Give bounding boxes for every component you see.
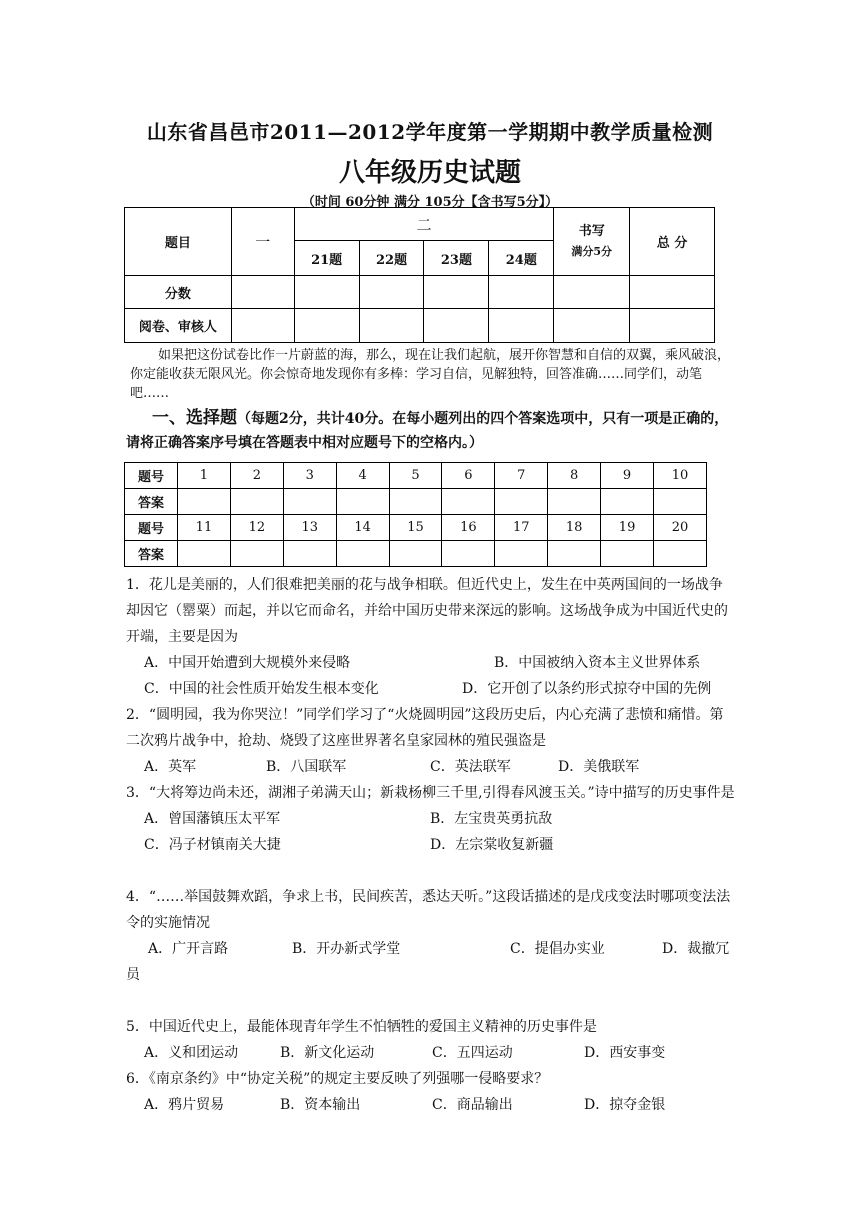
option-d: D．它开创了以条约形式掠夺中国的先例 [462, 681, 712, 697]
question-no: 15 [389, 515, 442, 541]
option-a: A．曾国藩镇压太平军 [144, 811, 281, 827]
score-table [124, 207, 715, 343]
option-d: D．美俄联军 [558, 759, 640, 775]
question-no: 8 [548, 463, 601, 489]
answer-table-no-label: 题号 [125, 515, 178, 541]
score-header-q24: 24题 [489, 241, 554, 276]
question-stem: 1．花儿是美丽的，人们很难把美丽的花与战争相联。但近代史上，发生在中英两国间的一场战争却因它（罂粟）而起，并以它而命名，并给中国历史带来深远的影响。这场战争成为中国近代史的开端，主要是因为 [126, 577, 728, 645]
score-header-q22: 22题 [359, 241, 424, 276]
option-b: B．新文化运动 [280, 1045, 375, 1061]
score-header-topic: 题目 [125, 208, 232, 276]
reviewer-cell[interactable] [630, 309, 715, 343]
answer-table-no-label: 题号 [125, 463, 178, 489]
option-d: D．左宗棠收复新疆 [430, 837, 554, 853]
option-b: B．左宝贵英勇抗敌 [430, 811, 553, 827]
question-no: 2 [230, 463, 283, 489]
option-c: C．中国的社会性质开始发生根本变化 [144, 681, 379, 697]
option-row [126, 1040, 736, 1066]
option-a: A．鸦片贸易 [144, 1097, 225, 1113]
answer-table-ans-label: 答案 [125, 489, 178, 515]
section1-heading [126, 406, 736, 455]
intro-paragraph: 如果把这份试卷比作一片蔚蓝的海，那么，现在让我们起航，展开你智慧和自信的双翼，乘风破浪，你定能收获无限风光。你会惊奇地发现你有多棒：学习自信，见解独特，回答准确……同学们，动笔吧…… [130, 348, 731, 401]
reviewer-cell[interactable] [424, 309, 489, 343]
answer-cell[interactable] [389, 541, 442, 567]
score-header-part1: 一 [231, 208, 294, 276]
option-a: A．英军 [144, 759, 197, 775]
answer-table-ans-label: 答案 [125, 541, 178, 567]
question-stem: 4．“……举国鼓舞欢蹈，争求上书，民间疾苦，悉达天听。”这段话描述的是戊戌变法时哪项变法法令的实施情况 [126, 889, 731, 931]
option-d: D．西安事变 [584, 1045, 666, 1061]
question-no: 7 [495, 463, 548, 489]
question-no: 18 [548, 515, 601, 541]
question-no: 20 [654, 515, 707, 541]
option-c: C．英法联军 [430, 759, 511, 775]
question-6 [126, 1066, 736, 1118]
question-3 [126, 780, 736, 858]
writing-label: 书写 [578, 223, 605, 239]
score-cell[interactable] [294, 276, 359, 309]
option-row [126, 1092, 736, 1118]
answer-cell[interactable] [283, 541, 336, 567]
question-no: 10 [654, 463, 707, 489]
question-no: 5 [389, 463, 442, 489]
option-a: A．义和团运动 [144, 1045, 239, 1061]
question-no: 11 [178, 515, 231, 541]
question-5 [126, 1014, 736, 1066]
question-stem: 2．“圆明园，我为你哭泣！”同学们学习了“火烧圆明园”这段历史后，内心充满了悲愤和痛惜。第二次鸦片战争中，抢劫、烧毁了这座世界著名皇家园林的殖民强盗是 [126, 707, 724, 749]
option-d: D．掠夺金银 [584, 1097, 666, 1113]
answer-cell[interactable] [548, 541, 601, 567]
answer-cell[interactable] [336, 489, 389, 515]
question-no: 12 [230, 515, 283, 541]
score-header-total: 总 分 [630, 208, 715, 276]
score-cell[interactable] [630, 276, 715, 309]
answer-cell[interactable] [178, 541, 231, 567]
reviewer-cell[interactable] [359, 309, 424, 343]
question-2 [126, 702, 736, 780]
answer-table [124, 462, 707, 567]
option-c: C．冯子材镇南关大捷 [144, 837, 281, 853]
option-row [126, 832, 736, 858]
question-no: 17 [495, 515, 548, 541]
option-a: A．广开言路 [148, 941, 229, 957]
question-stem: 6．《南京条约》中“协定关税”的规定主要反映了列强哪一侵略要求？ [126, 1071, 549, 1087]
exam-title-line1: 山东省昌邑市2011—2012学年度第一学期期中教学质量检测 [146, 120, 714, 144]
answer-cell[interactable] [389, 489, 442, 515]
answer-cell[interactable] [178, 489, 231, 515]
reviewer-cell[interactable] [231, 309, 294, 343]
section1-title: 一、选择题 [152, 408, 237, 428]
question-no: 14 [336, 515, 389, 541]
option-row [126, 676, 736, 702]
answer-cell[interactable] [495, 489, 548, 515]
option-d-continued: 员 [126, 967, 140, 983]
question-no: 13 [283, 515, 336, 541]
question-4 [126, 884, 736, 988]
option-d: D．裁撤冗 [662, 941, 730, 957]
answer-cell[interactable] [654, 489, 707, 515]
question-stem: 5．中国近代史上，最能体现青年学生不怕牺牲的爱国主义精神的历史事件是 [126, 1019, 597, 1035]
answer-cell[interactable] [442, 541, 495, 567]
question-no: 19 [601, 515, 654, 541]
reviewer-cell[interactable] [294, 309, 359, 343]
option-a: A．中国开始遭到大规模外来侵略 [144, 655, 351, 671]
option-b: B．八国联军 [266, 759, 347, 775]
answer-cell[interactable] [442, 489, 495, 515]
score-header-part2: 二 [294, 208, 554, 241]
score-cell[interactable] [231, 276, 294, 309]
option-c: C．提倡办实业 [510, 941, 605, 957]
answer-cell[interactable] [230, 541, 283, 567]
answer-cell[interactable] [548, 489, 601, 515]
score-header-q23: 23题 [424, 241, 489, 276]
question-no: 3 [283, 463, 336, 489]
reviewer-cell[interactable] [554, 309, 630, 343]
option-b: B．中国被纳入资本主义世界体系 [494, 655, 701, 671]
reviewer-cell[interactable] [489, 309, 554, 343]
writing-max-label: 满分5分 [571, 244, 613, 258]
question-1 [126, 572, 736, 702]
answer-cell[interactable] [601, 541, 654, 567]
question-no: 9 [601, 463, 654, 489]
score-cell[interactable] [489, 276, 554, 309]
section1-instructions: （每题2分，共计40分。在每小题列出的四个答案选项中，只有一项是正确的，请将正确答案序号填在答题表中相对应题号下的空格内。） [126, 411, 729, 451]
option-row [126, 806, 736, 832]
option-row [126, 754, 736, 780]
score-cell[interactable] [359, 276, 424, 309]
score-cell[interactable] [424, 276, 489, 309]
answer-cell[interactable] [336, 541, 389, 567]
answer-cell[interactable] [601, 489, 654, 515]
answer-cell[interactable] [283, 489, 336, 515]
score-row-label: 分数 [125, 276, 232, 309]
answer-cell[interactable] [654, 541, 707, 567]
option-b: B．资本输出 [280, 1097, 361, 1113]
reviewer-row-label: 阅卷、审核人 [125, 309, 232, 343]
option-c: C．商品输出 [432, 1097, 513, 1113]
answer-cell[interactable] [495, 541, 548, 567]
exam-time-score-note: （时间 60分钟 满分 105分【含书写5分】） [301, 195, 559, 210]
question-no: 16 [442, 515, 495, 541]
score-header-q21: 21题 [294, 241, 359, 276]
option-b: B．开办新式学堂 [292, 941, 401, 957]
answer-cell[interactable] [230, 489, 283, 515]
question-stem: 3．“大将筹边尚未还，湖湘子弟满天山；新栽杨柳三千里,引得春风渡玉关。”诗中描写的历史事件是 [126, 785, 735, 801]
score-cell[interactable] [554, 276, 630, 309]
option-c: C．五四运动 [432, 1045, 513, 1061]
exam-title-line2: 八年级历史试题 [338, 158, 521, 188]
question-no: 1 [178, 463, 231, 489]
option-row [126, 936, 736, 962]
question-no: 6 [442, 463, 495, 489]
score-header-writing [554, 208, 630, 276]
option-row [126, 650, 736, 676]
question-no: 4 [336, 463, 389, 489]
